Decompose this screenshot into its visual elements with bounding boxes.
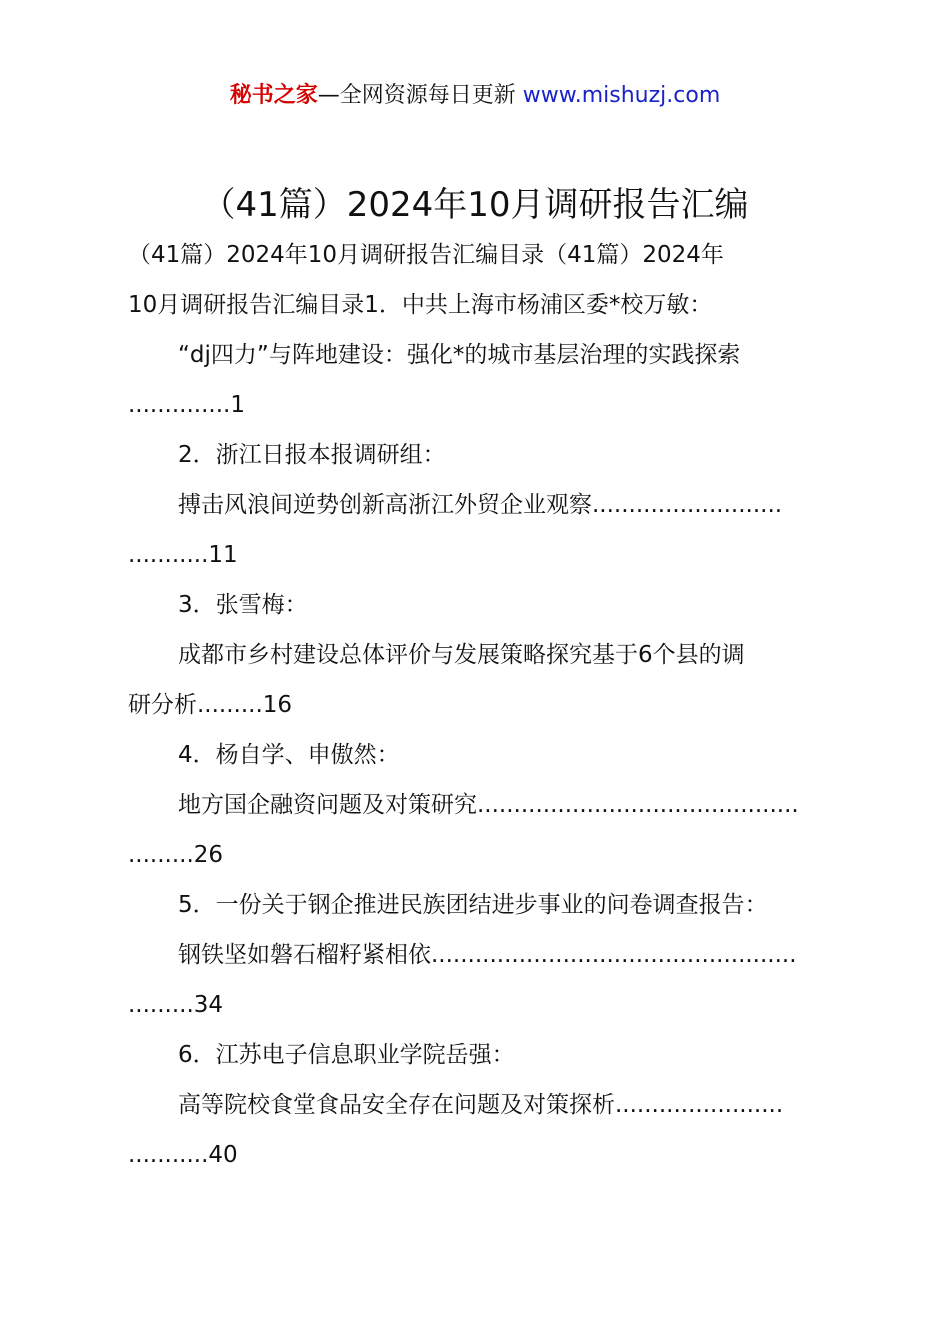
toc-entry-title: 高等院校食堂食品安全存在问题及对策探析....................... <box>178 1092 784 1118</box>
toc-entry-title: 钢铁坚如磐石榴籽紧相依.................................................. <box>178 942 797 968</box>
brand-name: 秘书之家 <box>229 83 318 108</box>
document-title: （41篇）2024年10月调研报告汇编 <box>201 185 749 225</box>
toc-text-line: （41篇）2024年10月调研报告汇编目录（41篇）2024年 <box>128 242 724 268</box>
toc-entry-author: 6．江苏电子信息职业学院岳强： <box>178 1042 515 1068</box>
toc-page-ref: 研分析.........16 <box>128 692 293 718</box>
document-body <box>128 230 833 1180</box>
toc-text-line: 10月调研报告汇编目录1．中共上海市杨浦区委*校万敏： <box>128 292 713 318</box>
toc-entry-author: 3．张雪梅： <box>178 592 308 618</box>
toc-page-ref: ..............1 <box>128 392 245 418</box>
website-link[interactable]: www.mishuzj.com <box>522 83 721 108</box>
toc-entry-author: 2．浙江日报本报调研组： <box>178 442 446 468</box>
toc-page-ref: ...........40 <box>128 1142 238 1168</box>
toc-page-ref: ...........11 <box>128 542 238 568</box>
header-tagline: —全网资源每日更新 <box>317 83 516 108</box>
toc-entry-title: “dj四力”与阵地建设：强化*的城市基层治理的实践探索 <box>178 342 741 368</box>
toc-entry-author: 4．杨自学、申傲然： <box>178 742 400 768</box>
toc-entry-title: 搏击风浪间逆势创新高浙江外贸企业观察.......................... <box>178 492 783 518</box>
toc-entry-title: 地方国企融资问题及对策研究............................................ <box>178 792 799 818</box>
toc-entry-title: 成都市乡村建设总体评价与发展策略探究基于6个县的调 <box>178 642 745 668</box>
watermark-header <box>0 80 950 112</box>
toc-page-ref: .........26 <box>128 842 224 868</box>
toc-page-ref: .........34 <box>128 992 224 1018</box>
toc-entry-author: 5．一份关于钢企推进民族团结进步事业的问卷调查报告： <box>178 892 768 918</box>
